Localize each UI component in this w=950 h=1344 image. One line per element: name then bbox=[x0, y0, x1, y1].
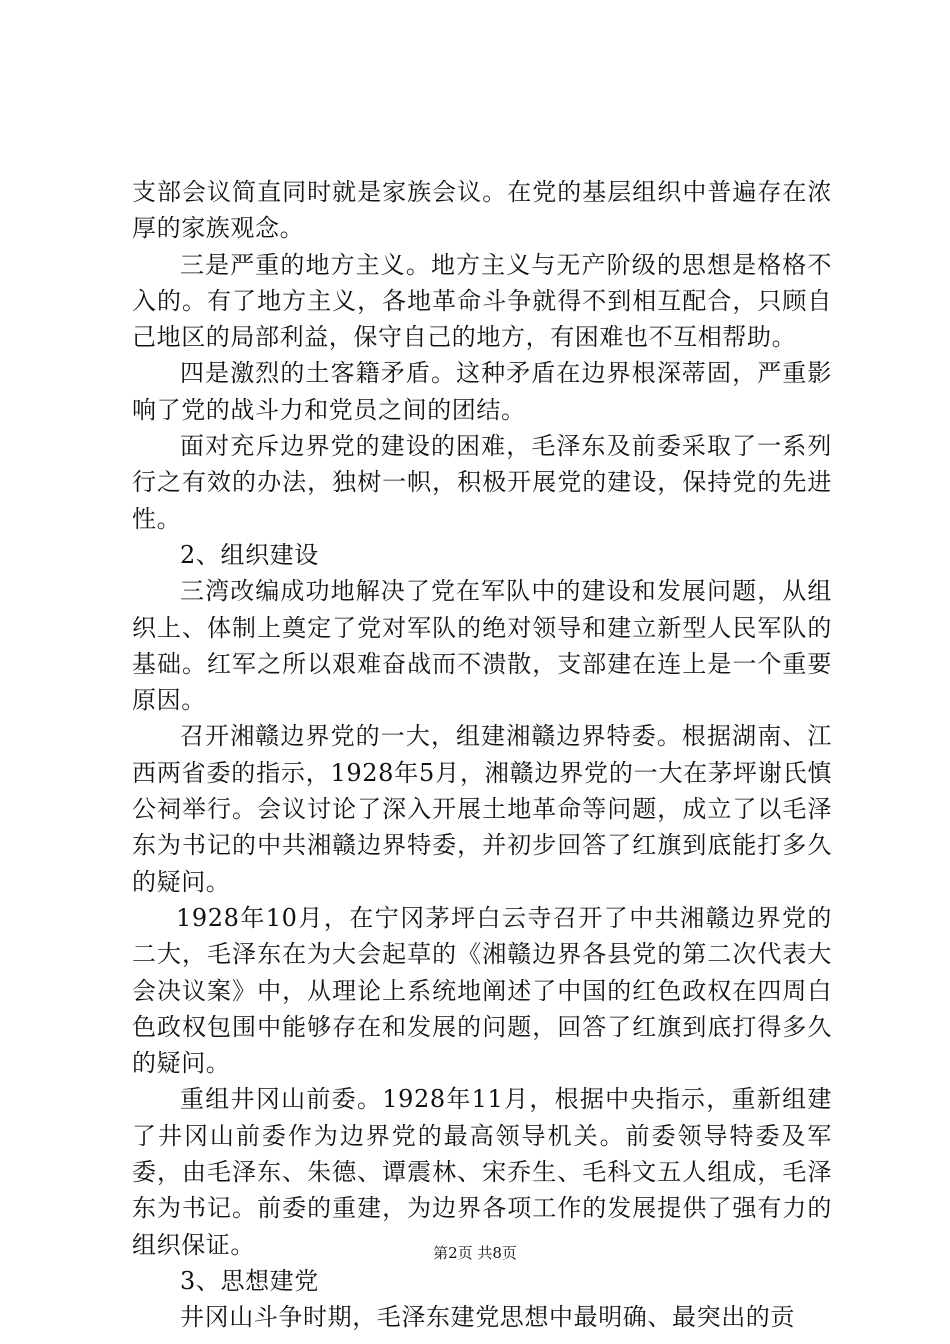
section-heading-ideology: 3、思想建党 bbox=[180, 1266, 319, 1295]
paragraph-front-committee: 重组井冈山前委。1928年11月，根据中央指示，重新组建了井冈山前委作为边界党的最高领导机关。前委领导特委及军委，由毛泽东、朱德、谭震林、宋乔生、毛科文五人组成，毛泽东为书记。前委的重建，为边界各项工作的发展提供了强有力的组织保证。 bbox=[132, 1085, 832, 1259]
paragraph-hakka-conflict: 四是激烈的土客籍矛盾。这种矛盾在边界根深蒂固，严重影响了党的战斗力和党员之间的团结。 bbox=[132, 359, 832, 424]
section-heading-organization: 2、组织建设 bbox=[180, 540, 319, 569]
paragraph-localism: 三是严重的地方主义。地方主义与无产阶级的思想是格格不入的。有了地方主义，各地革命斗争就得不到相互配合，只顾自己地区的局部利益，保守自己的地方，有困难也不互相帮助。 bbox=[132, 250, 832, 352]
paragraph-party-building-measures: 面对充斥边界党的建设的困难，毛泽东及前委采取了一系列行之有效的办法，独树一帜，积极开展党的建设，保持党的先进性。 bbox=[132, 432, 832, 533]
page-number-footer: 第2页 共8页 bbox=[433, 1244, 517, 1262]
paragraph-family-meetings: 支部会议简直同时就是家族会议。在党的基层组织中普遍存在浓厚的家族观念。 bbox=[132, 178, 832, 243]
paragraph-second-congress: 1928年10月，在宁冈茅坪白云寺召开了中共湘赣边界党的二大，毛泽东在为大会起草的《湘赣边界各县党的第二次代表大会决议案》中，从理论上系统地阐述了中国的红色政权在四周白色政权包围中能够存在和发展的问题，回答了红旗到底打得多久的疑问。 bbox=[132, 903, 832, 1078]
document-body bbox=[132, 174, 832, 1336]
paragraph-ideological-building: 井冈山斗争时期，毛泽东建党思想中最明确、最突出的贡 bbox=[180, 1303, 795, 1332]
paragraph-first-congress: 召开湘赣边界党的一大，组建湘赣边界特委。根据湖南、江西两省委的指示，1928年5月，湘赣边界党的一大在茅坪谢氏慎公祠举行。会议讨论了深入开展土地革命等问题，成立了以毛泽东为书记的中共湘赣边界特委，并初步回答了红旗到底能打多久的疑问。 bbox=[132, 722, 832, 896]
paragraph-sanwan-reorganization: 三湾改编成功地解决了党在军队中的建设和发展问题，从组织上、体制上奠定了党对军队的绝对领导和建立新型人民军队的基础。红军之所以艰难奋战而不溃散，支部建在连上是一个重要原因。 bbox=[132, 577, 832, 715]
